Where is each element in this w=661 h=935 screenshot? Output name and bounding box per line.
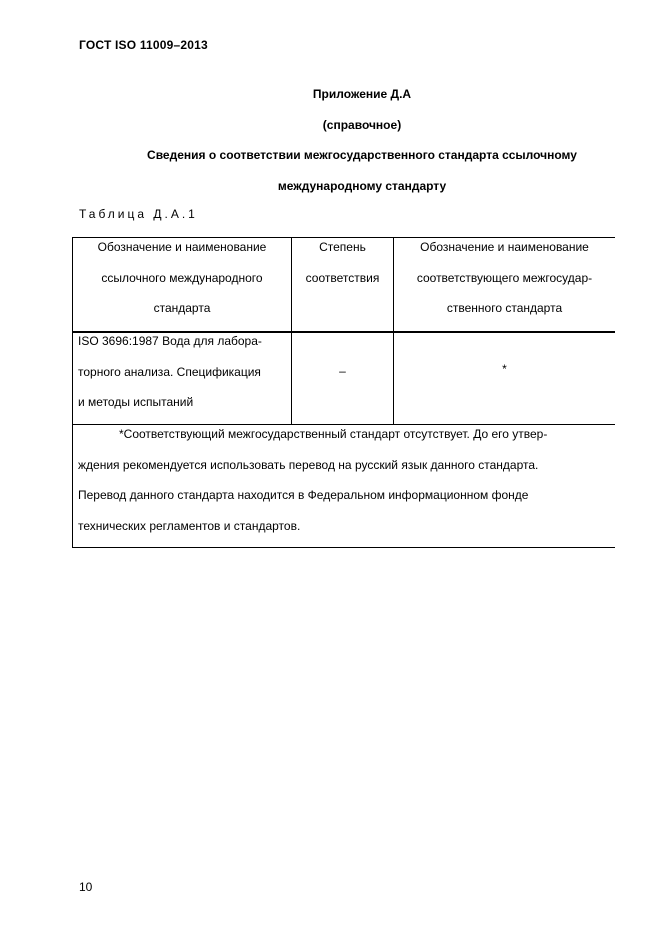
table-bottom-border [72,547,615,548]
appendix-title: Приложение Д.А [312,87,412,101]
page-number: 10 [79,880,93,894]
row-line: торного анализа. Спецификация [78,364,261,379]
footnote-line: Перевод данного стандарта находится в Федеральном информационном фонде [78,488,529,502]
table-label: Таблица Д.А.1 [79,207,198,221]
header-interstate-standard [394,232,615,324]
row-interstate-standard [394,354,615,385]
row-line: ISO 3696:1987 Вода для лабора- [78,334,262,348]
header-degree [292,232,393,293]
row-degree-value: – [339,364,346,378]
header-line: соответствия [305,270,380,285]
header-line: ственного стандарта [446,301,563,315]
header-line: Обозначение и наименование [97,240,267,254]
row-interstate-value: * [502,362,507,376]
header-line: ссылочного международного [101,270,263,285]
info-title-line-2: международному стандарту [277,179,447,193]
table-footnote [78,419,613,541]
header-line: Обозначение и наименование [420,240,589,254]
document-code: ГОСТ ISO 11009–2013 [79,38,208,52]
footnote-line: технических регламентов и стандартов. [78,518,301,533]
row-degree [292,356,393,387]
footnote-line: *Соответствующий межгосударственный стандарт отсутствует. До его утвер- [119,427,548,441]
header-reference-standard [73,232,291,324]
info-title-line-1: Сведения о соответствии межгосударственного стандарта ссылочному [147,148,577,162]
footnote-line: ждения рекомендуется использовать перевод на русский язык данного стандарта. [78,457,539,472]
correspondence-table [72,237,615,548]
header-line: стандарта [153,301,211,315]
appendix-kind: (справочное) [322,118,402,132]
row-line: и методы испытаний [78,395,194,409]
header-line: Степень [319,240,366,254]
row-reference-standard [78,326,290,418]
header-line: соответствующего межгосудар- [416,270,593,285]
